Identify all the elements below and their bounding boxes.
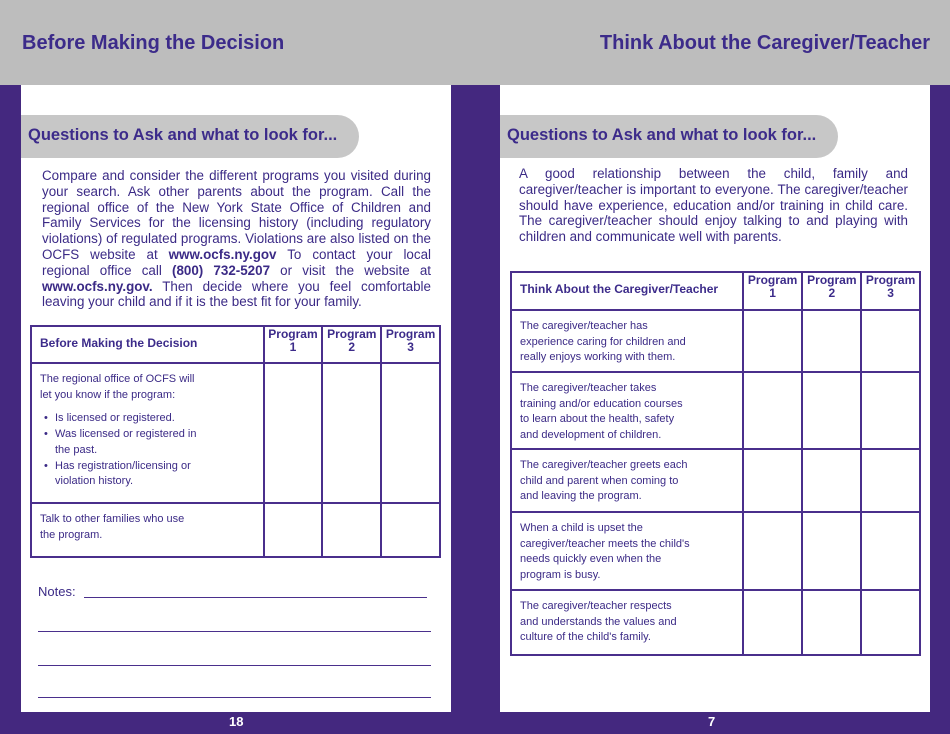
notes-line[interactable] [38, 665, 431, 666]
table-header: Think About the Caregiver/Teacher [511, 272, 743, 310]
page-number-right: 7 [708, 714, 716, 729]
caregiver-checklist-table [510, 271, 921, 656]
row-question: The regional office of OCFS will let you know if the program: [40, 373, 195, 401]
list-item: • Is licensed or registered. [40, 411, 200, 427]
program-2-header: Program 2 [322, 326, 381, 363]
table-header: Before Making the Decision [31, 326, 264, 363]
notes-line[interactable] [38, 631, 431, 632]
table-row [511, 449, 920, 512]
checkbox-cell[interactable] [743, 512, 803, 590]
checkbox-cell[interactable] [802, 310, 861, 372]
table-row [511, 372, 920, 449]
checkbox-cell[interactable] [381, 503, 440, 557]
checkbox-cell[interactable] [802, 449, 861, 512]
row-question: The caregiver/teacher has experience caring for children and really enjoys working with them. [520, 320, 686, 364]
notes-line[interactable] [84, 597, 427, 598]
website-link-2[interactable]: www.ocfs.ny.gov. [42, 278, 153, 294]
intro-paragraph-right: A good relationship between the child, family and caregiver/teacher is important to everyone. The caregiver/teacher should have experience, education and/or training in child care. The caregiver/teacher should enjoy talking to and playing with children and communicate well with parents. [519, 166, 908, 245]
decision-checklist-table [30, 325, 441, 558]
checkbox-cell[interactable] [322, 363, 381, 503]
program-1-header: Program 1 [743, 272, 803, 310]
row-question: The caregiver/teacher takes training and/or education courses to learn about the health, safety and development of children. [520, 382, 683, 442]
row-question: Talk to other families who use the program. [40, 513, 185, 541]
left-page [21, 85, 451, 712]
checkbox-cell[interactable] [743, 449, 803, 512]
checkbox-cell[interactable] [381, 363, 440, 503]
list-item: • Was licensed or registered in the past. [40, 427, 200, 458]
table-row [511, 512, 920, 590]
notes-line[interactable] [38, 697, 431, 698]
section-heading-right: Questions to Ask and what to look for... [500, 115, 838, 158]
checkbox-cell[interactable] [743, 372, 803, 449]
checkbox-cell[interactable] [802, 590, 861, 655]
row-question: The caregiver/teacher respects and understands the values and culture of the child's family. [520, 600, 677, 644]
phone-number: (800) 732-5207 [172, 262, 271, 278]
program-3-header: Program 3 [381, 326, 440, 363]
notes-label: Notes: [38, 584, 76, 599]
checkbox-cell[interactable] [322, 503, 381, 557]
checkbox-cell[interactable] [743, 310, 803, 372]
program-3-header: Program 3 [861, 272, 920, 310]
checkbox-cell[interactable] [743, 590, 803, 655]
checkbox-cell[interactable] [861, 310, 920, 372]
page-number-left: 18 [229, 714, 244, 729]
table-row [31, 503, 440, 557]
section-heading-left: Questions to Ask and what to look for... [21, 115, 359, 158]
checkbox-cell[interactable] [861, 512, 920, 590]
checkbox-cell[interactable] [264, 503, 323, 557]
table-row [511, 310, 920, 372]
checkbox-cell[interactable] [861, 372, 920, 449]
intro-paragraph-left: Compare and consider the different programs you visited during your search. Ask other parents about the program. Call the regional office of the New York State Office of Children and Family Services for the licensing history (including regulatory violations) of regulated programs. Violations are also listed on the OCFS website at www.ocfs.ny.gov To contact your local regional office call (800) 732-5207 or visit the website at www.ocfs.ny.gov. Then decide where you feel comfortable leaving your child and if it is the best fit for your family. [42, 168, 431, 310]
page-title-left: Before Making the Decision [22, 32, 285, 54]
right-page [500, 85, 930, 712]
bullet-list [40, 411, 200, 490]
table-row [31, 363, 440, 503]
row-question: The caregiver/teacher greets each child and parent when coming to and leaving the program. [520, 459, 688, 503]
checkbox-cell[interactable] [861, 449, 920, 512]
website-link[interactable]: www.ocfs.ny.gov [168, 246, 277, 262]
list-item: • Has registration/licensing or violation history. [40, 459, 200, 490]
program-2-header: Program 2 [802, 272, 861, 310]
page-title-right: Think About the Caregiver/Teacher [599, 32, 930, 54]
table-row [511, 590, 920, 655]
checkbox-cell[interactable] [802, 372, 861, 449]
checkbox-cell[interactable] [802, 512, 861, 590]
checkbox-cell[interactable] [861, 590, 920, 655]
checkbox-cell[interactable] [264, 363, 323, 503]
program-1-header: Program 1 [264, 326, 323, 363]
row-question: When a child is upset the caregiver/teacher meets the child's needs quickly even when the program is busy. [520, 522, 690, 582]
